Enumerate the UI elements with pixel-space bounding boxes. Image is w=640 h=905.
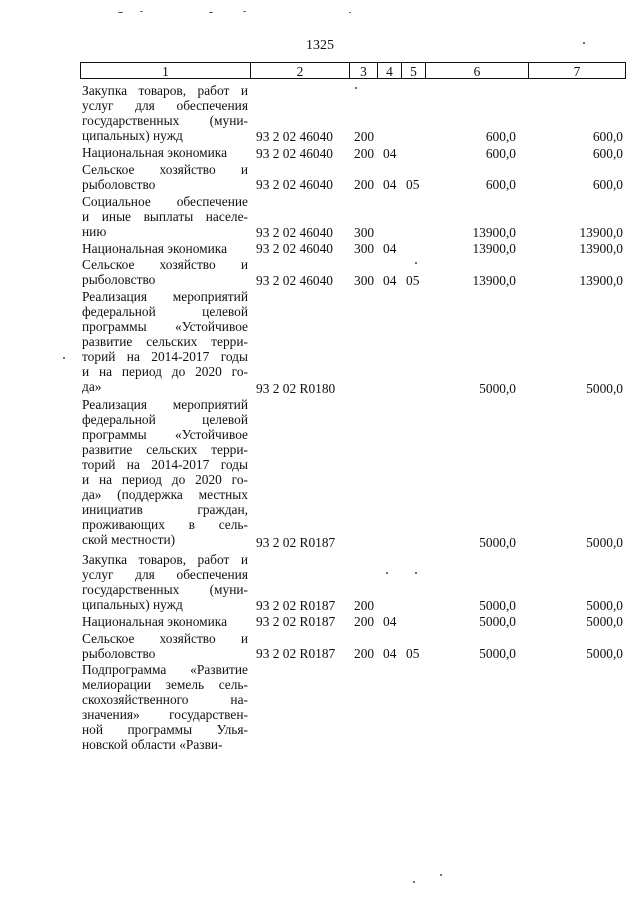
- speckle: [355, 87, 357, 89]
- row-name-line: Закупка товаров, работ и: [82, 551, 248, 567]
- row-name-line: рыболовство: [82, 176, 156, 192]
- row-value-7: 5000,0: [586, 646, 623, 662]
- table-row: [80, 194, 625, 240]
- table-row: [80, 257, 625, 288]
- header-col-5: 5: [401, 62, 426, 79]
- row-name-line: и на период до 2020 го-: [82, 472, 248, 488]
- row-col3: 200: [354, 614, 375, 630]
- row-code: 93 2 02 46040: [256, 177, 333, 193]
- table-row: [80, 662, 625, 754]
- table-row: [80, 83, 625, 144]
- row-name: [82, 552, 248, 612]
- row-name-line: и на период до 2020 го-: [82, 364, 248, 380]
- row-name-line: Национальная экономика: [82, 614, 228, 629]
- row-value-6: 13900,0: [472, 241, 516, 257]
- row-value-6: 600,0: [485, 129, 516, 145]
- row-value-7: 600,0: [592, 177, 623, 193]
- row-col3: 300: [354, 224, 375, 240]
- row-name-line: развитие сельских терри-: [82, 442, 248, 458]
- row-name-line: инициатив граждан,: [82, 502, 248, 518]
- row-code: 93 2 02 46040: [256, 272, 333, 288]
- row-name-line: Социальное обеспечение: [82, 193, 248, 209]
- row-col5: 05: [406, 646, 420, 662]
- row-name-line: Закупка товаров, работ и: [82, 83, 248, 98]
- row-col3: 200: [354, 145, 375, 161]
- row-name-line: ной программы Улья-: [82, 722, 248, 738]
- row-value-7: 13900,0: [579, 272, 623, 288]
- row-name-line: проживающих в сель-: [82, 517, 248, 533]
- speckle: [140, 11, 143, 12]
- row-name-line: рыболовство: [82, 272, 156, 288]
- row-name-line: да»: [82, 379, 102, 395]
- row-name-line: услуг для обеспечения: [82, 98, 248, 113]
- row-col3: 300: [354, 272, 375, 288]
- row-code: 93 2 02 46040: [256, 241, 333, 257]
- row-value-7: 13900,0: [579, 241, 623, 257]
- speckle: [583, 42, 585, 44]
- row-code: 93 2 02 R0187: [256, 597, 336, 613]
- header-col-6: 6: [425, 62, 529, 79]
- row-name-line: и иные выплаты населе-: [82, 208, 248, 224]
- row-name-line: Подпрограмма «Развитие: [82, 662, 248, 678]
- row-name-line: рыболовство: [82, 645, 156, 661]
- row-col4: 04: [383, 145, 397, 161]
- row-col5: 05: [406, 272, 420, 288]
- table-row: [80, 145, 625, 160]
- row-name: [82, 662, 248, 752]
- row-name-line: Реализация мероприятий: [82, 397, 248, 413]
- row-name-line: ципальных) нужд: [82, 128, 183, 143]
- row-name: [82, 162, 248, 192]
- row-code: 93 2 02 46040: [256, 129, 333, 145]
- row-name-line: Национальная экономика: [82, 145, 228, 161]
- speckle: [413, 881, 415, 883]
- row-value-7: 5000,0: [586, 614, 623, 630]
- speckle: [386, 572, 388, 574]
- row-name-line: государственных (муни-: [82, 581, 248, 597]
- row-name-line: программы «Устойчивое: [82, 319, 248, 335]
- header-col-3: 3: [349, 62, 378, 79]
- row-name-line: Сельское хозяйство и: [82, 161, 248, 177]
- row-name-line: торий на 2014-2017 годы: [82, 457, 248, 473]
- row-name: [82, 397, 248, 547]
- row-code: 93 2 02 46040: [256, 145, 333, 161]
- row-name-line: развитие сельских терри-: [82, 334, 248, 350]
- row-name-line: Сельское хозяйство и: [82, 257, 248, 273]
- row-col4: 04: [383, 272, 397, 288]
- row-col4: 04: [383, 177, 397, 193]
- speckle: [440, 874, 442, 876]
- row-value-7: 600,0: [592, 145, 623, 161]
- page-number: 1325: [306, 38, 334, 53]
- header-col-4: 4: [377, 62, 402, 79]
- row-name-line: федеральной целевой: [82, 304, 248, 320]
- row-name-line: Сельское хозяйство и: [82, 630, 248, 646]
- row-col5: 05: [406, 177, 420, 193]
- row-col3: 200: [354, 597, 375, 613]
- row-col4: 04: [383, 241, 397, 257]
- row-col4: 04: [383, 646, 397, 662]
- speckle: [415, 572, 417, 574]
- row-value-7: 13900,0: [579, 224, 623, 240]
- row-code: 93 2 02 46040: [256, 224, 333, 240]
- row-col3: 200: [354, 129, 375, 145]
- row-name-line: Реализация мероприятий: [82, 289, 248, 305]
- row-name: [82, 145, 248, 160]
- row-name-line: государственных (муни-: [82, 113, 248, 128]
- row-name: [82, 289, 248, 394]
- row-name-line: торий на 2014-2017 годы: [82, 349, 248, 365]
- row-value-6: 600,0: [485, 177, 516, 193]
- table-row: [80, 614, 625, 629]
- row-name: [82, 257, 248, 287]
- row-value-6: 5000,0: [479, 646, 516, 662]
- header-col-2: 2: [250, 62, 350, 79]
- speckle: [349, 12, 351, 13]
- speckle: [118, 12, 123, 13]
- row-col3: 300: [354, 241, 375, 257]
- row-name: [82, 194, 248, 239]
- row-name-line: новской области «Разви-: [82, 737, 223, 753]
- row-name-line: Национальная экономика: [82, 240, 228, 256]
- table-row: [80, 552, 625, 613]
- row-name-line: скохозяйственного на-: [82, 692, 248, 708]
- row-name-line: программы «Устойчивое: [82, 427, 248, 443]
- row-code: 93 2 02 R0187: [256, 535, 336, 551]
- row-name: [82, 631, 248, 661]
- row-value-7: 5000,0: [586, 597, 623, 613]
- row-name: [82, 614, 248, 629]
- row-name: [82, 241, 248, 256]
- header-col-7: 7: [528, 62, 626, 79]
- row-value-6: 13900,0: [472, 224, 516, 240]
- table-row: [80, 241, 625, 256]
- row-code: 93 2 02 R0187: [256, 646, 336, 662]
- table-row: [80, 162, 625, 193]
- row-col3: 200: [354, 177, 375, 193]
- header-col-1: 1: [80, 62, 251, 79]
- row-value-6: 5000,0: [479, 597, 516, 613]
- speckle: [63, 357, 65, 359]
- row-code: 93 2 02 R0187: [256, 614, 336, 630]
- row-name-line: мелиорации земель сель-: [82, 677, 248, 693]
- row-value-6: 5000,0: [479, 535, 516, 551]
- row-value-6: 600,0: [485, 145, 516, 161]
- row-col4: 04: [383, 614, 397, 630]
- row-value-7: 5000,0: [586, 381, 623, 397]
- table-row: [80, 631, 625, 662]
- table-row: [80, 397, 625, 550]
- row-name-line: ципальных) нужд: [82, 596, 183, 612]
- row-name-line: услуг для обеспечения: [82, 566, 248, 582]
- row-value-6: 5000,0: [479, 381, 516, 397]
- speckle: [243, 11, 246, 12]
- row-name: [82, 83, 248, 143]
- row-col3: 200: [354, 646, 375, 662]
- row-code: 93 2 02 R0180: [256, 381, 336, 397]
- row-value-6: 5000,0: [479, 614, 516, 630]
- row-name-line: ской местности): [82, 532, 176, 548]
- speckle: [415, 262, 417, 264]
- row-name-line: значения» государствен-: [82, 707, 248, 723]
- row-value-6: 13900,0: [472, 272, 516, 288]
- row-name-line: федеральной целевой: [82, 412, 248, 428]
- table-row: [80, 289, 625, 396]
- row-name-line: да» (поддержка местных: [82, 487, 248, 503]
- row-value-7: 5000,0: [586, 535, 623, 551]
- row-name-line: нию: [82, 223, 107, 239]
- row-value-7: 600,0: [592, 129, 623, 145]
- speckle: [209, 12, 213, 13]
